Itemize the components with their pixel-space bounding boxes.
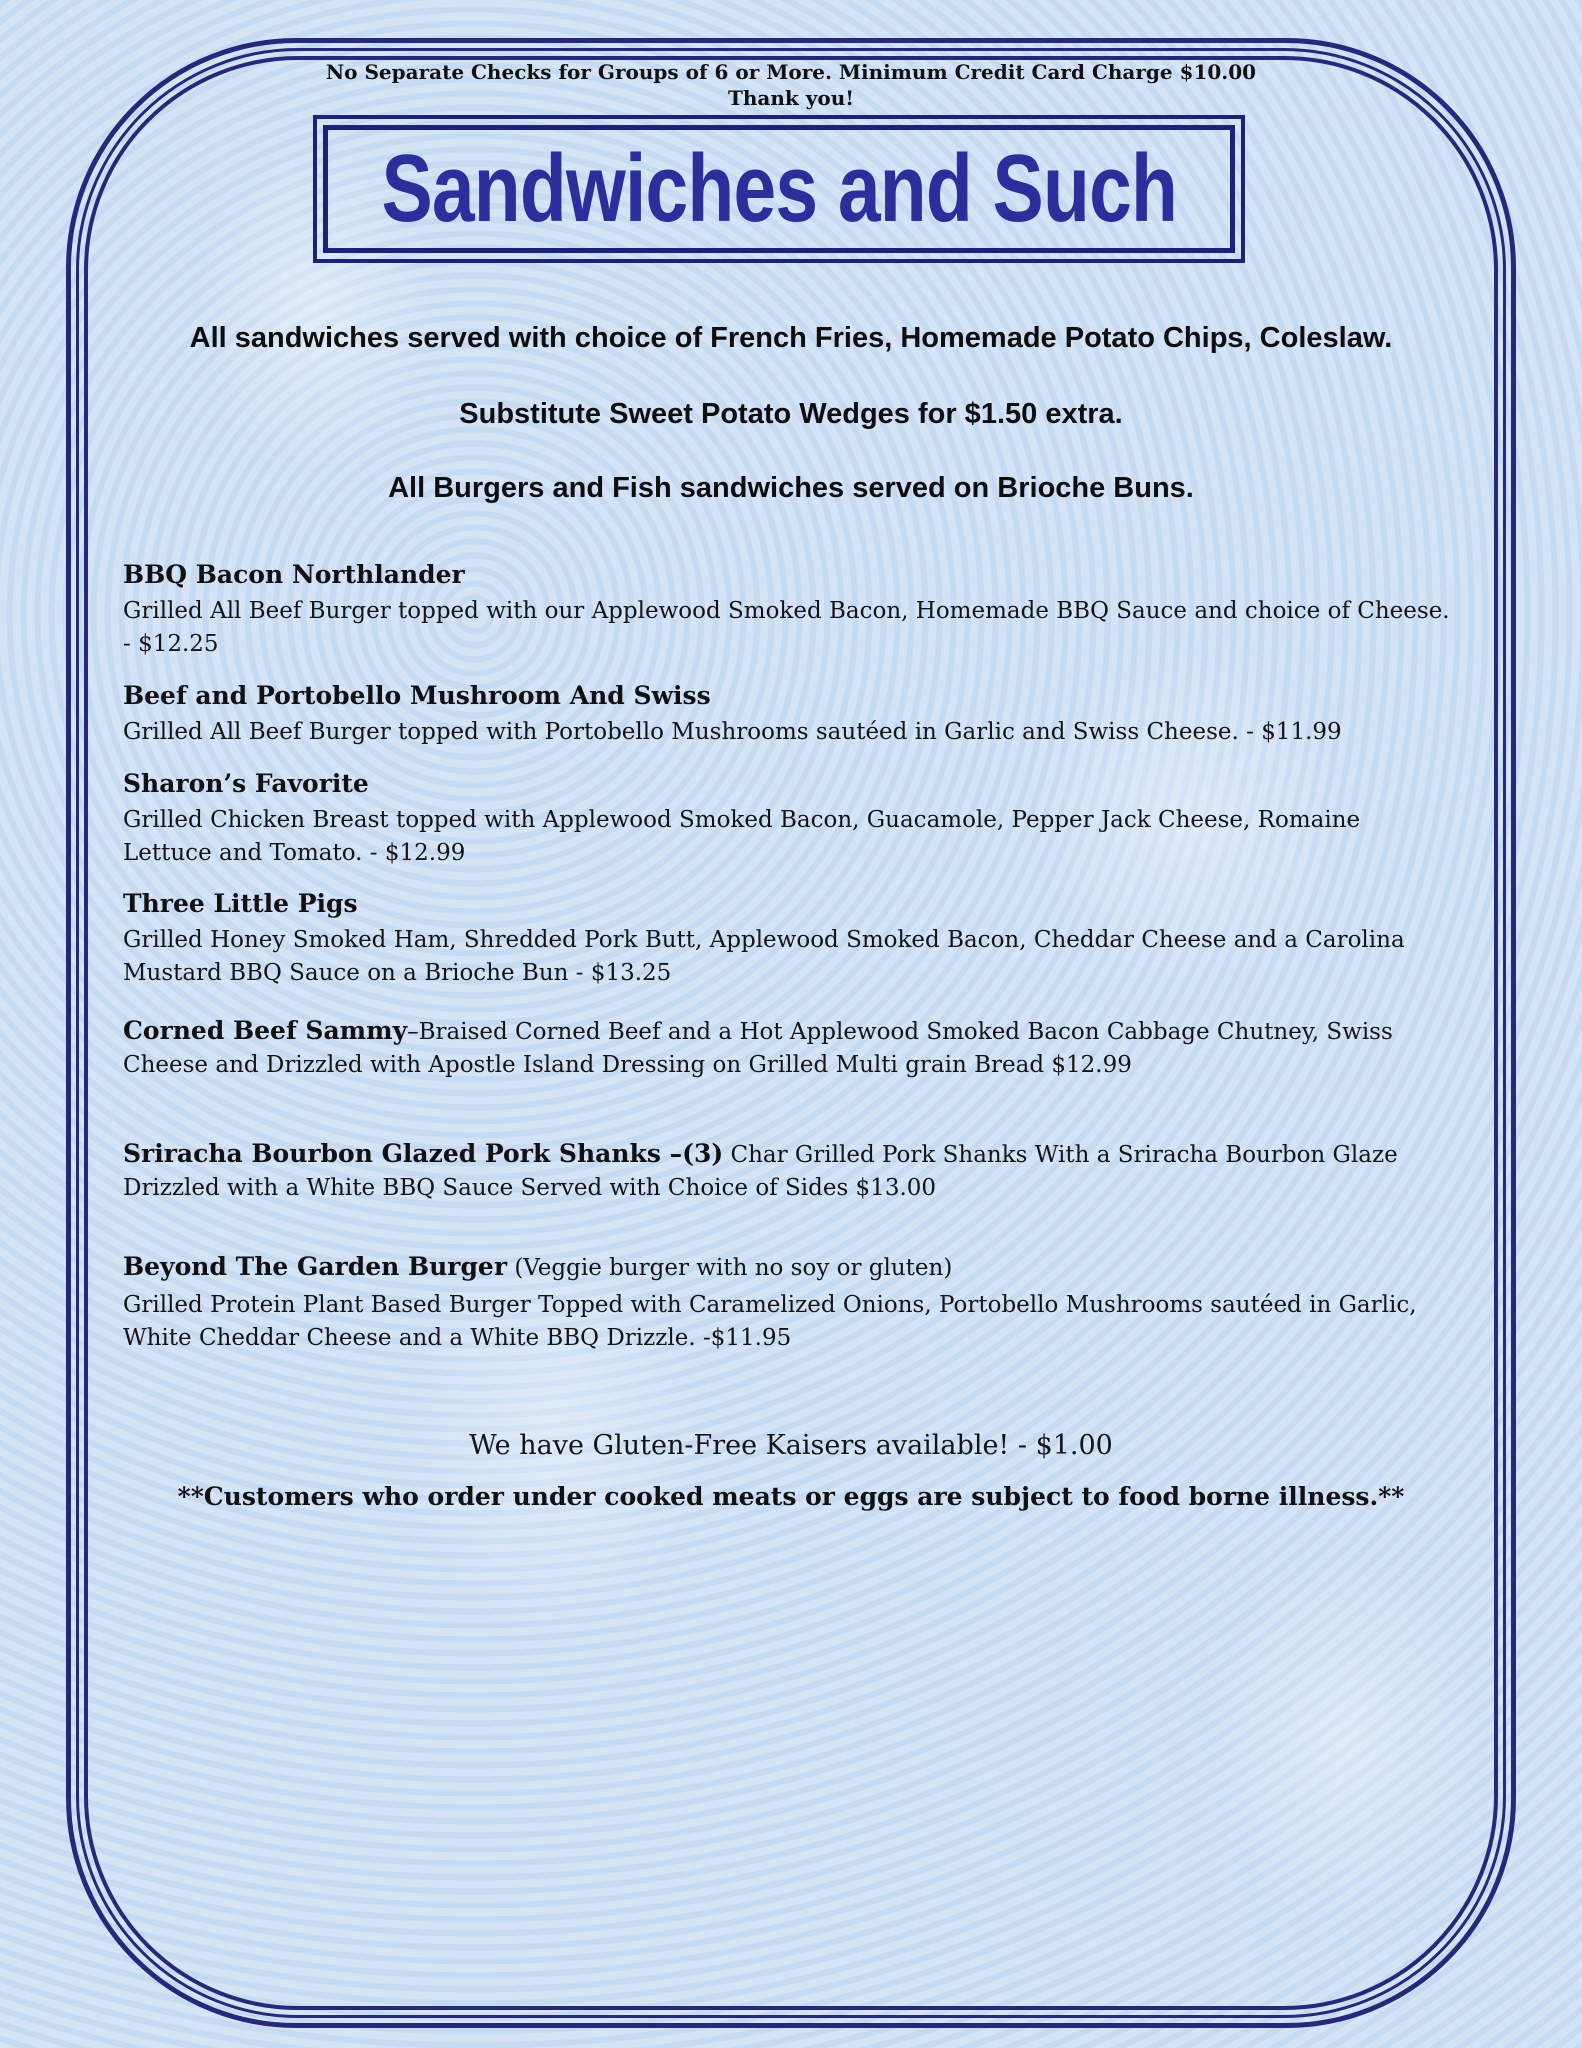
menu-item-description: Grilled All Beef Burger topped with Portobello Mushrooms sautéed in Garlic and Swiss Cheese. - $11.99 [123, 719, 1342, 745]
menu-item-description: –Braised Corned Beef and a Hot Applewood Smoked Bacon Cabbage Chutney, Swiss Cheese and Drizzled with Apostle Island Dressing on Grilled Multi grain Bread $12.99 [123, 1019, 1393, 1078]
menu-item-beyond-garden-burger [123, 1250, 1453, 1355]
menu-item-description: Grilled Protein Plant Based Burger Topped with Caramelized Onions, Portobello Mushrooms sautéed in Garlic, White Cheddar Cheese and a White BBQ Drizzle. -$11.95 [123, 1292, 1417, 1351]
gluten-free-note: We have Gluten-Free Kaisers available! - $1.00 [469, 1430, 1113, 1461]
title-box-inner [323, 125, 1235, 253]
menu-item-bbq-bacon-northlander [123, 560, 1453, 661]
menu-item-name: BBQ Bacon Northlander [123, 560, 465, 589]
title-box [313, 115, 1245, 263]
menu-item-description: Char Grilled Pork Shanks With a Sriracha Bourbon Glaze Drizzled with a White BBQ Sauce Served with Choice of Sides $13.00 [123, 1142, 1398, 1201]
menu-item-description: Grilled All Beef Burger topped with our Applewood Smoked Bacon, Homemade BBQ Sauce and choice of Cheese. - $12.25 [123, 598, 1450, 657]
menu-item-sharons-favorite [123, 769, 1453, 870]
menu-item-description: Grilled Honey Smoked Ham, Shredded Pork Butt, Applewood Smoked Bacon, Cheddar Cheese and a Carolina Mustard BBQ Sauce on a Brioche Bun - $13.25 [123, 927, 1405, 986]
menu-item-name: Sharon’s Favorite [123, 769, 369, 798]
menu-item-beef-portobello [123, 681, 1453, 749]
menu-item-corned-beef-sammy [123, 1014, 1453, 1082]
checks-notice: No Separate Checks for Groups of 6 or More. Minimum Credit Card Charge $10.00 [325, 60, 1257, 84]
menu-item-name: Sriracha Bourbon Glazed Pork Shanks –(3) [123, 1139, 724, 1168]
thank-you-note: Thank you! [727, 86, 855, 110]
buns-info: All Burgers and Fish sandwiches served on Brioche Buns. [388, 472, 1194, 504]
menu-item-description: Grilled Chicken Breast topped with Applewood Smoked Bacon, Guacamole, Pepper Jack Cheese, Romaine Lettuce and Tomato. - $12.99 [123, 807, 1361, 866]
menu-item-name: Three Little Pigs [123, 889, 358, 918]
menu-item-name: Corned Beef Sammy [123, 1016, 408, 1045]
menu-item-note: (Veggie burger with no soy or gluten) [507, 1255, 953, 1281]
page-title: Sandwiches and Such [381, 135, 1177, 242]
substitute-info: Substitute Sweet Potato Wedges for $1.50 extra. [459, 398, 1123, 430]
menu-item-three-little-pigs [123, 889, 1453, 990]
menu-item-name: Beyond The Garden Burger [123, 1252, 508, 1281]
food-safety-warning: **Customers who order under cooked meats or eggs are subject to food borne illness.** [177, 1482, 1405, 1511]
menu-item-name: Beef and Portobello Mushroom And Swiss [123, 681, 711, 710]
menu-item-pork-shanks [123, 1137, 1453, 1205]
sides-info: All sandwiches served with choice of French Fries, Homemade Potato Chips, Coleslaw. [189, 322, 1393, 354]
